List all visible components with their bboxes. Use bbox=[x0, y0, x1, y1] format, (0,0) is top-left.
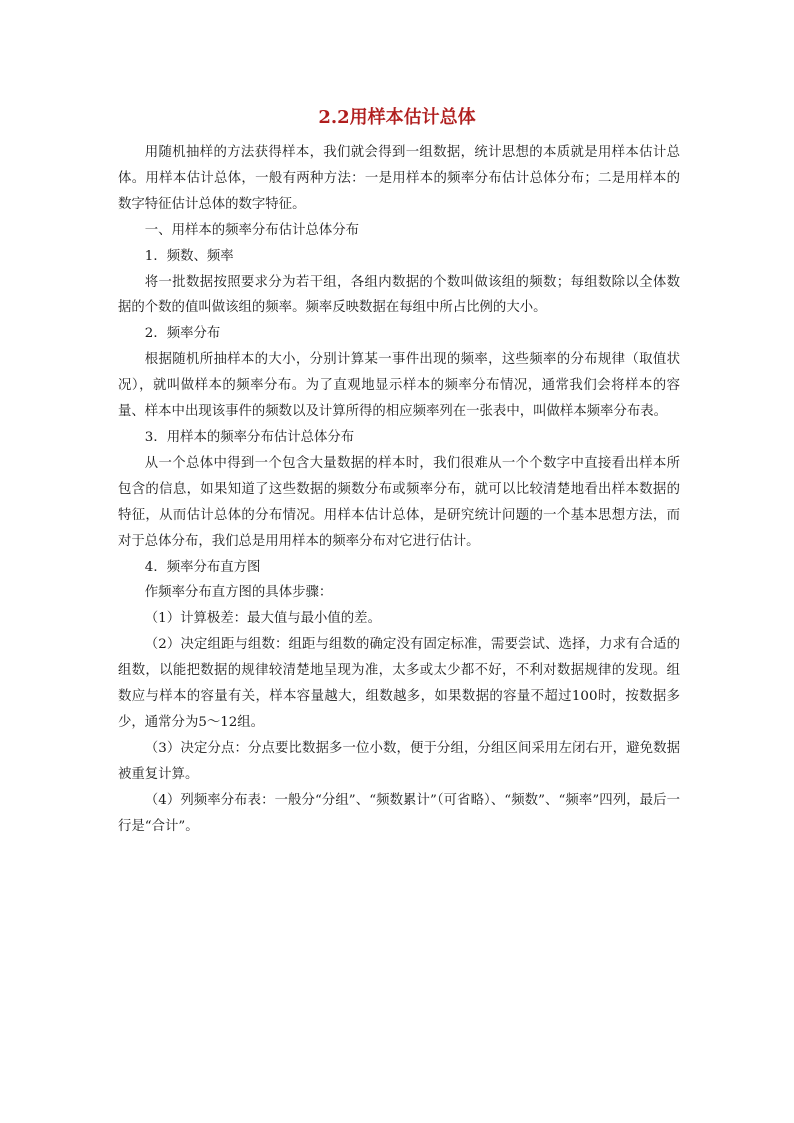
step-1: （1）计算极差：最大值与最小值的差。 bbox=[144, 611, 381, 627]
paragraph-estimate: 从一个总体中得到一个包含大量数据的样本时，我们很难从一个个数字中直接看出样本所包含的信息，如果知道了这些数据的频数分布或频率分布，就可以比较清楚地看出样本数据的特征，从而估计总体的分布情况。用样本估计总体，是研究统计问题的一个基本思想方法，而对于总体分布，我们总是用用样本的频率分布对它进行估计。 bbox=[118, 455, 680, 549]
paragraph-steps-intro: 作频率分布直方图的具体步骤： bbox=[144, 585, 333, 601]
paragraph-frequency: 将一批数据按照要求分为若干组，各组内数据的个数叫做该组的频数；每组数除以全体数据的个数的值叫做该组的频率。频率反映数据在每组中所占比例的大小。 bbox=[118, 274, 680, 316]
intro-paragraph: 用随机抽样的方法获得样本，我们就会得到一组数据，统计思想的本质就是用样本估计总体。用样本估计总体，一般有两种方法：一是用样本的频率分布估计总体分布；二是用样本的数字特征估计总体的数字特征。 bbox=[118, 145, 680, 212]
step-4: （4）列频率分布表：一般分“分组”、“频数累计”（可省略）、“频数”、“频率”四列，最后一行是“合计”。 bbox=[118, 792, 680, 834]
step-2: （2）决定组距与组数：组距与组数的确定没有固定标准，需要尝试、选择，力求有合适的组数，以能把数据的规律较清楚地呈现为准，太多或太少都不好，不利对数据规律的发现。组数应与样本的容量有关，样本容量越大，组数越多，如果数据的容量不超过100时，按数据多少，通常分为5～12组。 bbox=[118, 637, 680, 730]
step-3: （3）决定分点：分点要比数据多一位小数，便于分组，分组区间采用左闭右开，避免数据被重复计算。 bbox=[118, 740, 680, 782]
paragraph-distribution: 根据随机所抽样本的大小，分别计算某一事件出现的频率，这些频率的分布规律（取值状况），就叫做样本的频率分布。为了直观地显示样本的频率分布情况，通常我们会将样本的容量、样本中出现该事件的频数以及计算所得的相应频率列在一张表中，叫做样本频率分布表。 bbox=[118, 352, 680, 420]
section-heading-1: 一、用样本的频率分布估计总体分布 bbox=[144, 222, 360, 238]
document-body bbox=[118, 140, 680, 839]
subheading-distribution: 2．频率分布 bbox=[144, 326, 221, 342]
subheading-estimate: 3．用样本的频率分布估计总体分布 bbox=[144, 429, 355, 445]
subheading-frequency: 1．频数、频率 bbox=[144, 248, 234, 264]
page-title: 2.2用样本估计总体 bbox=[318, 107, 476, 128]
subheading-histogram: 4．频率分布直方图 bbox=[144, 559, 261, 575]
